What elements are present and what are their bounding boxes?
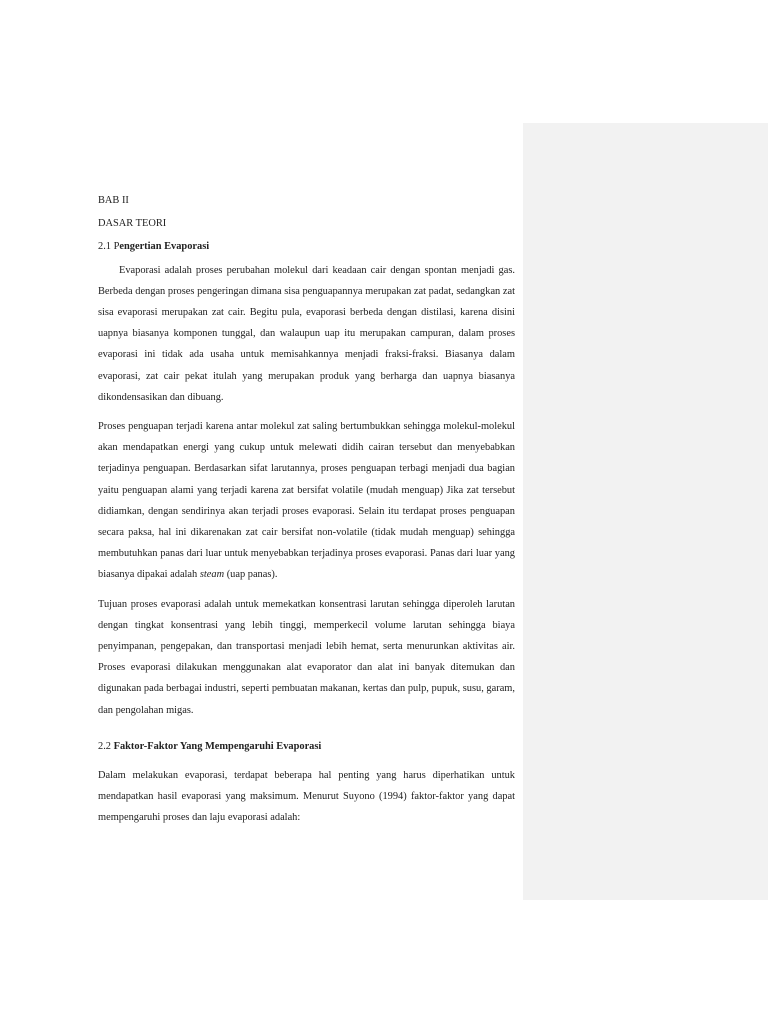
paragraph-3: Tujuan proses evaporasi adalah untuk memekatkan konsentrasi larutan sehingga diperoleh larutan dengan tingkat konsentrasi yang lebih tinggi, memperkecil volume larutan sehingga biaya penyimpanan, pengepakan, dan transportasi menjadi lebih hemat, serta menurunkan aktivitas air. Proses evaporasi dilakukan menggunakan alat evaporator dan alat ini banyak ditemukan dan digunakan pada berbagai industri, seperti pembuatan makanan, kertas dan pulp, pupuk, susu, garam, dan pengolahan migas. <box>98 598 515 716</box>
paragraph-4: Dalam melakukan evaporasi, terdapat beberapa hal penting yang harus diperhatikan untuk mendapatkan hasil evaporasi yang maksimum. Menurut Suyono (1994) faktor-faktor yang dapat mempengaruhi proses dan laju evaporasi adalah: <box>98 770 515 824</box>
section-2-1-heading <box>98 236 515 257</box>
chapter-title: DASAR TEORI <box>98 218 167 230</box>
document-body <box>98 190 515 829</box>
section-2-2-heading <box>98 736 515 757</box>
paragraph-1: Evaporasi adalah proses perubahan molekul dari keadaan cair dengan spontan menjadi gas. Berbeda dengan proses pengeringan dimana sisa penguapannya merupakan zat padat, sedangkan zat sisa evaporasi merupakan zat cair. Begitu pula, evaporasi berbeda dengan distilasi, karena disini uapnya biasanya komponen tunggal, dan walaupun uap itu merupakan campuran, dalam proses evaporasi ini tidak ada usaha untuk memisahkannya menjadi fraksi-fraksi. Biasanya dalam evaporasi, zat cair pekat itulah yang merupakan produk yang berharga dan uapnya biasanya dikondensasikan dan dibuang. <box>98 264 515 403</box>
section-2-1-number: 2.1 P <box>98 241 120 253</box>
paragraph-2-text-after: (uap panas). <box>224 569 278 581</box>
section-2-2-title: Faktor-Faktor Yang Mempengaruhi Evaporasi <box>113 740 322 752</box>
section-2-1-title: engertian Evaporasi <box>119 241 210 253</box>
chapter-label: BAB II <box>98 195 129 206</box>
paragraph-2-text-before: Proses penguapan terjadi karena antar molekul zat saling bertumbukkan sehingga molekul-molekul akan mendapatkan energi yang cukup untuk melewati didih cairan tersebut dan menyebabkan terjadinya penguapan. Berdasarkan sifat larutannya, proses penguapan terbagi menjadi dua bagian yaitu penguapan alami yang terjadi karena zat bersifat volatile (mudah menguap) Jika zat tersebut didiamkan, dengan sendirinya akan terjadi proses evaporasi. Selain itu terdapat proses penguapan secara paksa, hal ini dikarenakan zat cair bersifat non-volatile (tidak mudah menguap) sehingga membutuhkan panas dari luar untuk menyebabkan terjadinya proses evaporasi. Panas dari luar yang biasanya dipakai adalah <box>98 421 515 581</box>
paragraph-2-italic-term: steam <box>199 569 225 581</box>
section-2-2-number: 2.2 <box>98 740 114 752</box>
comment-pane <box>523 123 768 900</box>
paragraph-2 <box>98 416 515 586</box>
